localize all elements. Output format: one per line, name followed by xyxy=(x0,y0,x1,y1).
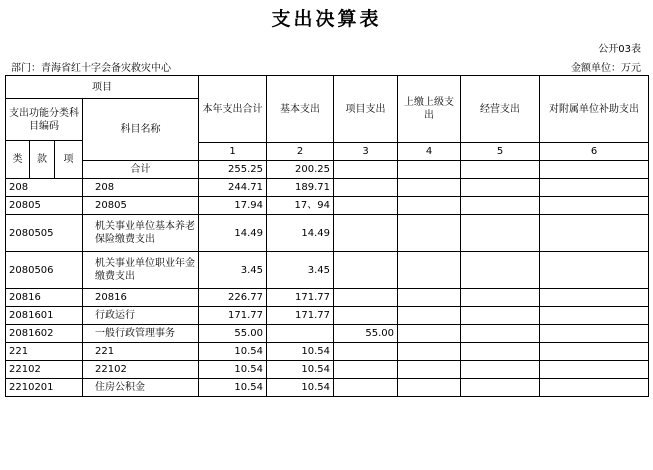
header-lei: 类 xyxy=(6,141,30,179)
row-code: 20805 xyxy=(6,197,83,215)
row-subject-name: 住房公积金 xyxy=(83,379,199,397)
row-code: 2081602 xyxy=(6,325,83,343)
row-business xyxy=(461,197,540,215)
row-basic: 14.49 xyxy=(267,215,334,252)
total-basic: 200.25 xyxy=(267,161,334,179)
row-project-expenditure xyxy=(334,289,398,307)
row-code: 20816 xyxy=(6,289,83,307)
row-subsidiary xyxy=(540,325,649,343)
column-index-4: 4 xyxy=(398,143,461,161)
row-remit-upper xyxy=(398,307,461,325)
header-subject-name: 科目名称 xyxy=(83,99,199,161)
row-project-expenditure xyxy=(334,379,398,397)
row-basic: 10.54 xyxy=(267,361,334,379)
row-business xyxy=(461,215,540,252)
row-annual-total: 10.54 xyxy=(199,379,267,397)
table-row xyxy=(6,252,649,289)
header-kuan: 款 xyxy=(30,141,55,179)
row-code: 2081601 xyxy=(6,307,83,325)
row-annual-total: 10.54 xyxy=(199,343,267,361)
row-project-expenditure: 55.00 xyxy=(334,325,398,343)
row-business xyxy=(461,252,540,289)
row-basic: 171.77 xyxy=(267,289,334,307)
row-business xyxy=(461,289,540,307)
row-subsidiary xyxy=(540,197,649,215)
table-body xyxy=(6,179,649,397)
row-remit-upper xyxy=(398,343,461,361)
expenditure-table xyxy=(5,75,649,397)
form-number: 公开03表 xyxy=(598,44,641,55)
page-title: 支出决算表 xyxy=(271,8,382,30)
header-project: 项目 xyxy=(6,76,199,99)
row-subsidiary xyxy=(540,343,649,361)
row-subject-name: 行政运行 xyxy=(83,307,199,325)
header-annual-total: 本年支出合计 xyxy=(199,76,267,143)
row-basic: 189.71 xyxy=(267,179,334,197)
row-remit-upper xyxy=(398,379,461,397)
table-row xyxy=(6,215,649,252)
row-code: 208 xyxy=(6,179,83,197)
row-business xyxy=(461,379,540,397)
column-index-5: 5 xyxy=(461,143,540,161)
header-remit-upper: 上缴上级支出 xyxy=(398,76,461,143)
row-remit-upper xyxy=(398,325,461,343)
row-subsidiary xyxy=(540,307,649,325)
row-project-expenditure xyxy=(334,343,398,361)
header-project-expenditure: 项目支出 xyxy=(334,76,398,143)
header-basic: 基本支出 xyxy=(267,76,334,143)
row-business xyxy=(461,179,540,197)
row-remit-upper xyxy=(398,252,461,289)
row-remit-upper xyxy=(398,361,461,379)
row-subject-name: 22102 xyxy=(83,361,199,379)
row-remit-upper xyxy=(398,215,461,252)
row-annual-total: 171.77 xyxy=(199,307,267,325)
row-subject-name: 208 xyxy=(83,179,199,197)
column-index-1: 1 xyxy=(199,143,267,161)
row-business xyxy=(461,307,540,325)
header-xiang: 项 xyxy=(55,141,83,179)
row-subject-name: 机关事业单位职业年金缴费支出 xyxy=(83,252,199,289)
row-subject-name: 机关事业单位基本养老保险缴费支出 xyxy=(83,215,199,252)
row-annual-total: 14.49 xyxy=(199,215,267,252)
row-remit-upper xyxy=(398,289,461,307)
total-label: 合计 xyxy=(83,161,199,179)
row-code: 2210201 xyxy=(6,379,83,397)
table-row xyxy=(6,361,649,379)
row-annual-total: 17.94 xyxy=(199,197,267,215)
row-basic xyxy=(267,325,334,343)
row-basic: 10.54 xyxy=(267,343,334,361)
header-function-code: 支出功能分类科目编码 xyxy=(6,99,83,141)
row-subsidiary xyxy=(540,379,649,397)
table-row xyxy=(6,343,649,361)
row-subject-name: 20816 xyxy=(83,289,199,307)
row-basic: 171.77 xyxy=(267,307,334,325)
row-business xyxy=(461,361,540,379)
row-code: 2080505 xyxy=(6,215,83,252)
row-basic: 3.45 xyxy=(267,252,334,289)
row-subject-name: 20805 xyxy=(83,197,199,215)
row-project-expenditure xyxy=(334,307,398,325)
column-index-2: 2 xyxy=(267,143,334,161)
total-annual: 255.25 xyxy=(199,161,267,179)
row-annual-total: 10.54 xyxy=(199,361,267,379)
header-subsidiary: 对附属单位补助支出 xyxy=(540,76,649,143)
column-index-6: 6 xyxy=(540,143,649,161)
row-business xyxy=(461,343,540,361)
row-subsidiary xyxy=(540,361,649,379)
table-row xyxy=(6,307,649,325)
row-project-expenditure xyxy=(334,361,398,379)
row-business xyxy=(461,325,540,343)
table-row xyxy=(6,289,649,307)
row-project-expenditure xyxy=(334,215,398,252)
row-remit-upper xyxy=(398,179,461,197)
table-row xyxy=(6,197,649,215)
row-annual-total: 226.77 xyxy=(199,289,267,307)
row-project-expenditure xyxy=(334,252,398,289)
row-code: 221 xyxy=(6,343,83,361)
amount-unit-label: 金额单位：万元 xyxy=(571,63,641,74)
row-annual-total: 3.45 xyxy=(199,252,267,289)
row-basic: 17、94 xyxy=(267,197,334,215)
table-row xyxy=(6,325,649,343)
header-business: 经营支出 xyxy=(461,76,540,143)
row-subsidiary xyxy=(540,215,649,252)
row-subsidiary xyxy=(540,252,649,289)
row-subject-name: 221 xyxy=(83,343,199,361)
table-row xyxy=(6,379,649,397)
department-label: 部门：青海省红十字会备灾救灾中心 xyxy=(11,63,171,74)
column-index-3: 3 xyxy=(334,143,398,161)
row-subsidiary xyxy=(540,289,649,307)
row-project-expenditure xyxy=(334,179,398,197)
row-annual-total: 55.00 xyxy=(199,325,267,343)
row-project-expenditure xyxy=(334,197,398,215)
row-annual-total: 244.71 xyxy=(199,179,267,197)
row-code: 2080506 xyxy=(6,252,83,289)
row-subsidiary xyxy=(540,179,649,197)
table-row xyxy=(6,179,649,197)
row-remit-upper xyxy=(398,197,461,215)
row-basic: 10.54 xyxy=(267,379,334,397)
row-code: 22102 xyxy=(6,361,83,379)
row-subject-name: 一般行政管理事务 xyxy=(83,325,199,343)
